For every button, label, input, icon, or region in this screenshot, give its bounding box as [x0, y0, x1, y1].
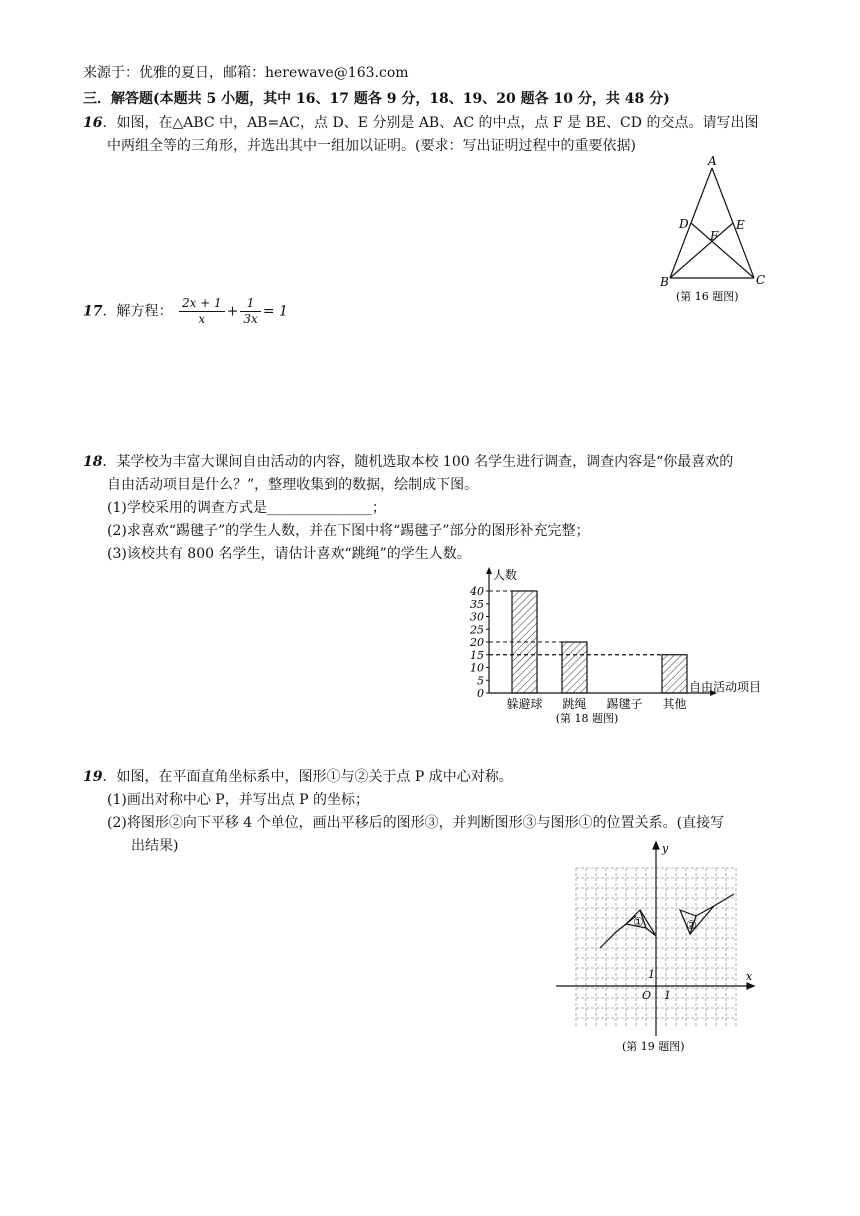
q17-number: 17 [83, 303, 103, 320]
q16-label-c: C [756, 273, 766, 287]
q16-figure [650, 152, 780, 307]
q16-line1: 16．如图，在△ABC 中，AB=AC，点 D、E 分别是 AB、AC 的中点，点 F 是 BE、CD 的交点。请写出图 [83, 115, 759, 131]
chart-bar [562, 642, 587, 693]
y-axis-label: y [662, 842, 669, 855]
shape-1-label: ① [633, 915, 644, 929]
unit-x-label: 1 [664, 989, 671, 1002]
q16-caption: (第 16 题图) [676, 290, 739, 303]
q18-line1: 18．某学校为丰富大课间自由活动的内容，随机选取本校 100 名学生进行调查，调查内容是“你最喜欢的 [83, 454, 734, 470]
q17-fraction-1 [179, 296, 225, 327]
chart-category-label: 踢毽子 [606, 697, 643, 711]
chart-bar [662, 655, 687, 693]
q19-sub2b: 出结果) [131, 838, 179, 854]
chart-y-tick-label: 30 [470, 610, 484, 624]
origin-label: O [642, 989, 652, 1002]
q16-label-b: B [660, 275, 669, 289]
q16-label-a: A [708, 154, 717, 168]
q19-line1: 19．如图，在平面直角坐标系中，图形①与②关于点 P 成中心对称。 [83, 769, 513, 785]
unit-y-label: 1 [648, 968, 655, 981]
q17-frac1-numerator: 2x + 1 [179, 296, 225, 312]
q17-frac1-denominator: x [198, 312, 206, 326]
chart-y-tick-label: 35 [470, 597, 484, 611]
shape-2-label: ② [686, 918, 697, 932]
chart-x-label: 自由活动项目 [689, 680, 762, 694]
x-axis-label: x [746, 970, 753, 983]
chart-caption: (第 18 题图) [555, 712, 619, 725]
q19-coordinate-figure [550, 838, 770, 1058]
q17-line: 17．解方程： $\frac{2x + 1}{x}$ + $\frac{1}{3x}$ = 1 [83, 296, 288, 326]
chart-category-label: 其他 [662, 697, 687, 711]
q19-number: 19 [83, 769, 103, 785]
q16-label-f: F [710, 229, 719, 243]
chart-y-tick-label: 0 [477, 687, 484, 700]
q17-frac2-denominator: 3x [243, 312, 258, 326]
chart-category-label: 跳绳 [562, 697, 587, 711]
shape-1 [600, 910, 656, 948]
chart-y-tick-label: 5 [477, 674, 484, 688]
q16-number: 16 [83, 115, 103, 131]
q18-sub1: (1)学校采用的调查方式是_______________； [107, 500, 386, 516]
chart-y-tick-label: 15 [470, 648, 484, 662]
chart-y-tick-label: 25 [470, 623, 484, 637]
q18-text-line2: 自由活动项目是什么？”，整理收集到的数据，绘制成下图。 [107, 477, 479, 493]
q18-bar-chart [455, 563, 785, 728]
q17-fraction-2 [240, 296, 260, 327]
q19-caption: (第 19 题图) [622, 1040, 685, 1053]
x-axis-arrow-icon [747, 983, 754, 989]
q19-sub1: (1)画出对称中心 P，并写出点 P 的坐标； [107, 792, 370, 808]
chart-y-tick-label: 40 [470, 585, 484, 598]
q16-label-e: E [736, 218, 745, 232]
q17-rhs: = 1 [262, 303, 288, 320]
chart-category-label: 躲避球 [506, 697, 543, 711]
q19-text-line1: 如图，在平面直角坐标系中，图形①与②关于点 P 成中心对称。 [116, 769, 513, 785]
chart-y-tick-label: 10 [470, 661, 484, 675]
q19-sub2a: (2)将图形②向下平移 4 个单位，画出平移后的图形③，并判断图形③与图形①的位置关系。(直接写 [107, 815, 725, 831]
chart-y-label: 人数 [493, 568, 518, 582]
section-title: 三．解答题(本题共 5 小题，其中 16、17 题各 9 分，18、19、20 题各 10 分，共 48 分) [83, 91, 670, 107]
q18-number: 18 [83, 454, 103, 470]
q16-label-d: D [679, 217, 689, 231]
source-line: 来源于：优雅的夏日，邮箱：herewave@163.com [83, 65, 409, 81]
q18-sub2: (2)求喜欢“踢毽子”的学生人数，并在下图中将“踢毽子”部分的图形补充完整； [107, 523, 590, 539]
y-axis-arrow-icon [653, 842, 659, 849]
q16-text-line1: 如图，在△ABC 中，AB=AC，点 D、E 分别是 AB、AC 的中点，点 F 是 BE、CD 的交点。请写出图 [116, 115, 759, 131]
q17-prompt: 解方程： [116, 303, 173, 320]
q18-sub3: (3)该校共有 800 名学生，请估计喜欢“跳绳”的学生人数。 [107, 546, 471, 562]
q18-text-line1: 某学校为丰富大课间自由活动的内容，随机选取本校 100 名学生进行调查，调查内容是“你最喜欢的 [116, 454, 734, 470]
q17-plus: + [226, 303, 239, 320]
chart-y-tick-label: 20 [470, 636, 484, 649]
chart-y-axis-arrow-icon [486, 567, 492, 574]
q16-text-line2: 中两组全等的三角形，并选出其中一组加以证明。(要求：写出证明过程中的重要依据) [107, 138, 636, 154]
q17-frac2-numerator: 1 [240, 296, 260, 312]
